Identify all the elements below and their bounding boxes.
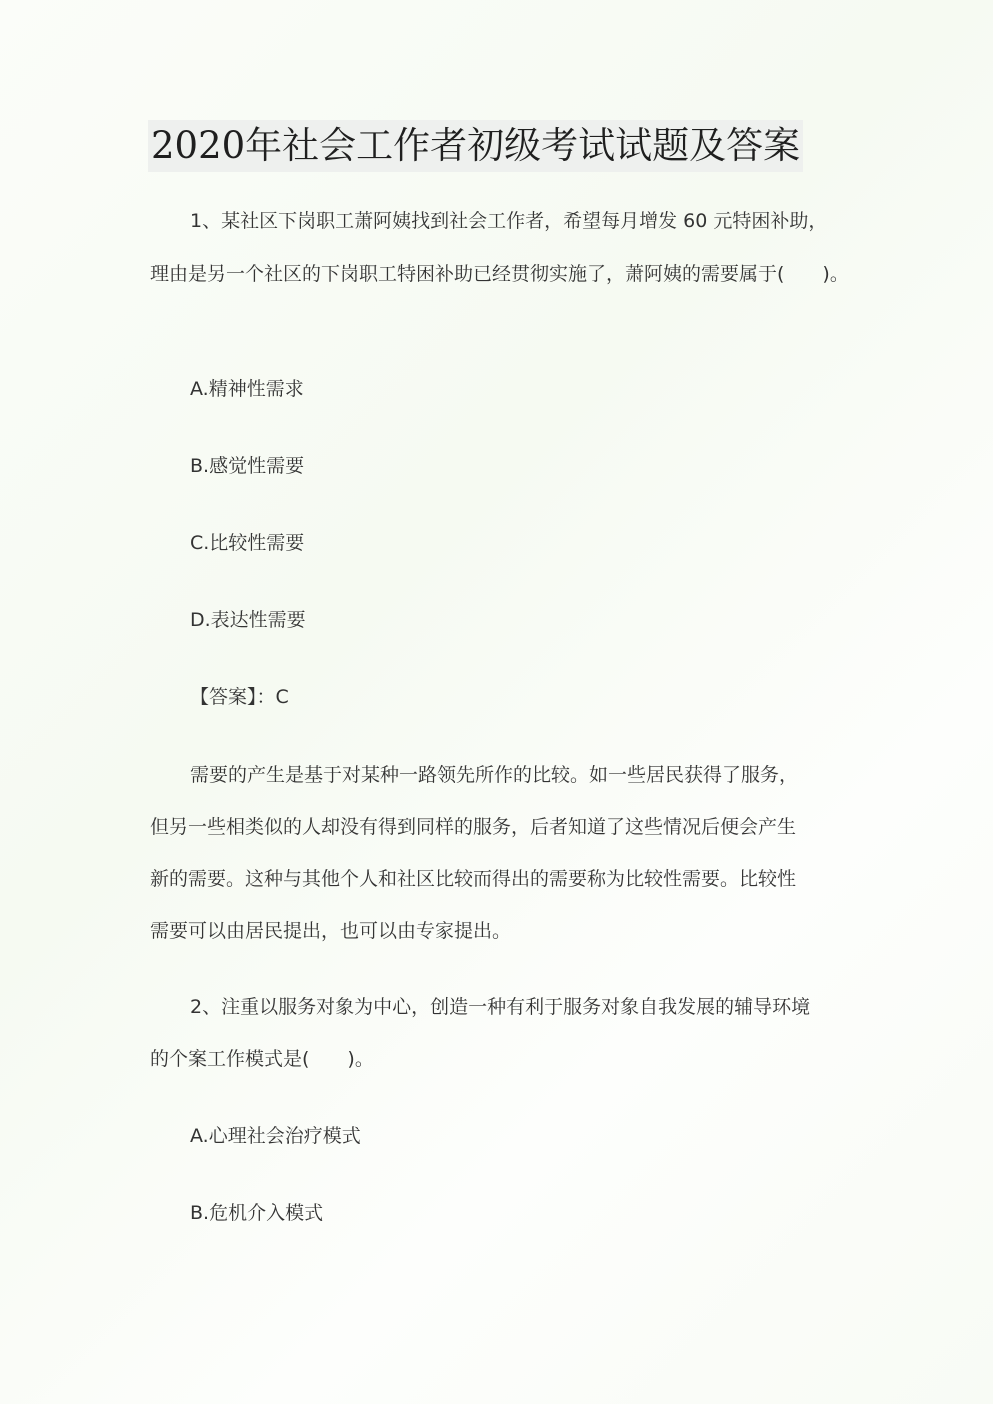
question-1-option-d: D.表达性需要 (190, 609, 306, 631)
question-2-option-b: B.危机介入模式 (190, 1202, 324, 1224)
question-1-option-c: C.比较性需要 (190, 532, 305, 554)
explanation-line-3: 新的需要。这种与其他个人和社区比较而得出的需要称为比较性需要。比较性 (150, 868, 797, 890)
question-1-line-2: 理由是另一个社区的下岗职工特困补助已经贯彻实施了，萧阿姨的需要属于( )。 (150, 263, 849, 285)
question-1-line-1: 1、某社区下岗职工萧阿姨找到社会工作者，希望每月增发 60 元特困补助， (190, 210, 828, 232)
question-2-line-1: 2、注重以服务对象为中心，创造一种有利于服务对象自我发展的辅导环境 (190, 996, 811, 1018)
question-2-line-2: 的个案工作模式是( )。 (150, 1048, 374, 1070)
document-title: 2020年社会工作者初级考试试题及答案 (148, 120, 803, 172)
explanation-line-1: 需要的产生是基于对某种一路领先所作的比较。如一些居民获得了服务， (190, 764, 799, 786)
explanation-line-2: 但另一些相类似的人却没有得到同样的服务，后者知道了这些情况后便会产生 (150, 816, 797, 838)
question-2-option-a: A.心理社会治疗模式 (190, 1125, 361, 1147)
question-1-option-b: B.感觉性需要 (190, 455, 305, 477)
question-1-answer: 【答案】：C (190, 686, 289, 708)
explanation-line-4: 需要可以由居民提出，也可以由专家提出。 (150, 920, 512, 942)
question-1-option-a: A.精神性需求 (190, 378, 304, 400)
